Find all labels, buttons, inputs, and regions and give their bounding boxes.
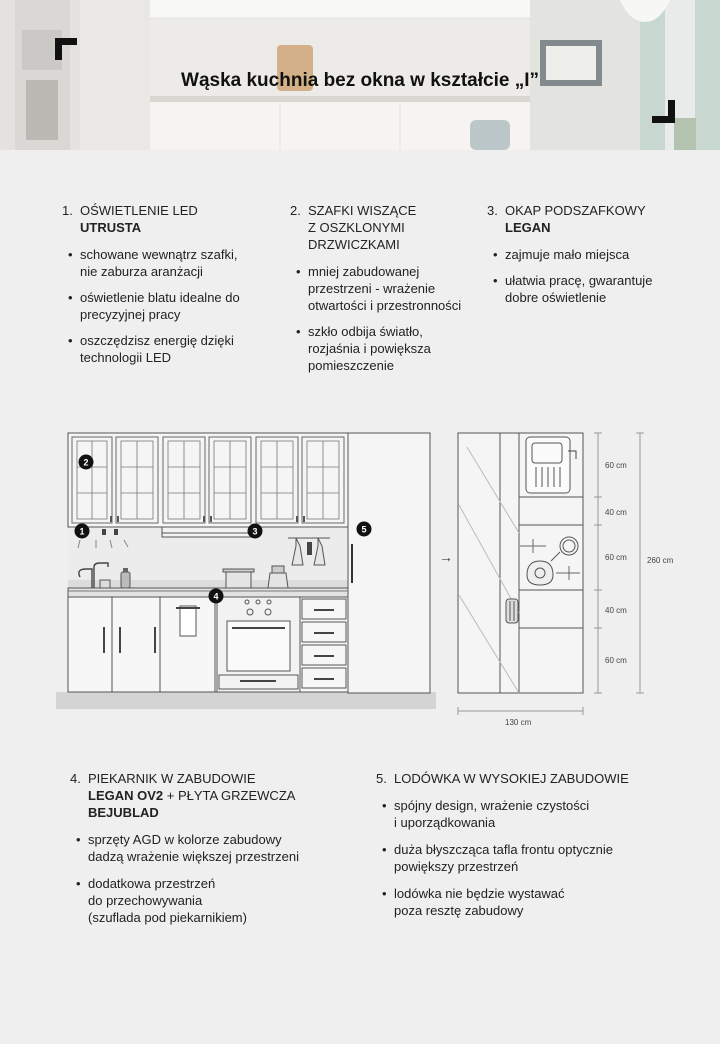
bullet-item: • ułatwia pracę, gwarantuje dobre oświetlenie — [487, 272, 687, 306]
section-glass-cabinets: 2. SZAFKI WISZĄCE Z OSZKLONYMI DRZWICZKAMI • mniej zabudowanej przestrzeni - wrażenie otwartości i przestronności • szkło odbija światło, rozjaśnia i powiększa pomieszczenie — [290, 202, 490, 383]
section-fridge — [376, 770, 676, 929]
bullet-item: • oszczędzisz energię dzięki technologii LED — [62, 332, 267, 366]
section-heading: 4. PIEKARNIK W ZABUDOWIE — [70, 771, 256, 786]
bullet-list — [487, 246, 687, 306]
bullet-item: • lodówka nie będzie wystawać poza resztę zabudowy — [376, 885, 676, 919]
bullet-item: • szkło odbija światło, rozjaśnia i powiększa pomieszczenie — [290, 323, 490, 374]
marker-3: 3 — [252, 526, 258, 537]
bullet-list — [376, 797, 676, 919]
bullet-item: • duża błyszcząca tafla frontu optycznie powiększy przestrzeń — [376, 841, 676, 875]
section-heading: 5. LODÓWKA W WYSOKIEJ ZABUDOWIE — [376, 771, 629, 786]
marker-5: 5 — [361, 524, 367, 535]
bullet-item: • dodatkowa przestrzeń do przechowywania (szuflada pod piekarnikiem) — [70, 875, 360, 926]
dim-label: 40 cm — [605, 508, 627, 517]
fridge-column — [348, 433, 430, 693]
floor — [56, 692, 436, 709]
width-label: 130 cm — [505, 718, 532, 727]
side-section-view — [458, 433, 644, 715]
section-oven-cooktop: 4. PIEKARNIK W ZABUDOWIE LEGAN OV2 + PŁYTA GRZEWCZA BEJUBLAD • sprzęty AGD w kolorze zabudowy dadzą wrażenie większej przestrzeni • dodatkowa przestrzeń do przechowywania (szuflada pod piekarnikiem) — [70, 770, 360, 936]
marker-1: 1 — [79, 526, 85, 537]
marker-4: 4 — [213, 591, 219, 602]
product-name: LEGAN — [505, 220, 551, 235]
hero-photo — [0, 0, 720, 150]
dim-label: 60 cm — [605, 553, 627, 562]
bullet-item: • zajmuje mało miejsca — [487, 246, 687, 263]
product-name: LEGAN OV2 — [88, 788, 164, 803]
page-title: Wąska kuchnia bez okna w kształcie „I” — [181, 70, 539, 91]
section-heading: 2. SZAFKI WISZĄCE — [290, 203, 417, 218]
product-name: UTRUSTA — [80, 220, 142, 235]
bullet-item: • oświetlenie blatu idealne do precyzyjnej pracy — [62, 289, 267, 323]
bullet-list — [290, 263, 490, 374]
dim-label: 60 cm — [605, 656, 627, 665]
kitchen-diagram — [0, 415, 720, 735]
bullet-item: • spójny design, wrażenie czystości i uporządkowania — [376, 797, 676, 831]
dim-label: 40 cm — [605, 606, 627, 615]
bullet-item: • sprzęty AGD w kolorze zabudowy dadzą wrażenie większej przestrzeni — [70, 831, 360, 865]
dim-label: 60 cm — [605, 461, 627, 470]
bullet-item: • schowane wewnątrz szafki, nie zaburza aranżacji — [62, 246, 267, 280]
lower-cabinets — [68, 597, 348, 692]
bullet-item: • mniej zabudowanej przestrzeni - wrażenie otwartości i przestronności — [290, 263, 490, 314]
marker-2: 2 — [83, 457, 89, 468]
section-hood — [487, 202, 687, 315]
bullet-list — [70, 831, 360, 926]
total-height-label: 260 cm — [647, 556, 674, 565]
section-heading: 3. OKAP PODSZAFKOWY — [487, 203, 646, 218]
product-name: BEJUBLAD — [88, 805, 159, 820]
section-led-lighting — [62, 202, 267, 375]
upper-glass-cabinets — [68, 433, 348, 527]
bullet-list — [62, 246, 267, 366]
arrow-icon: → — [439, 549, 453, 565]
hood — [162, 527, 256, 537]
built-in-oven — [217, 597, 300, 692]
section-heading: 1. OŚWIETLENIE LED — [62, 203, 198, 218]
